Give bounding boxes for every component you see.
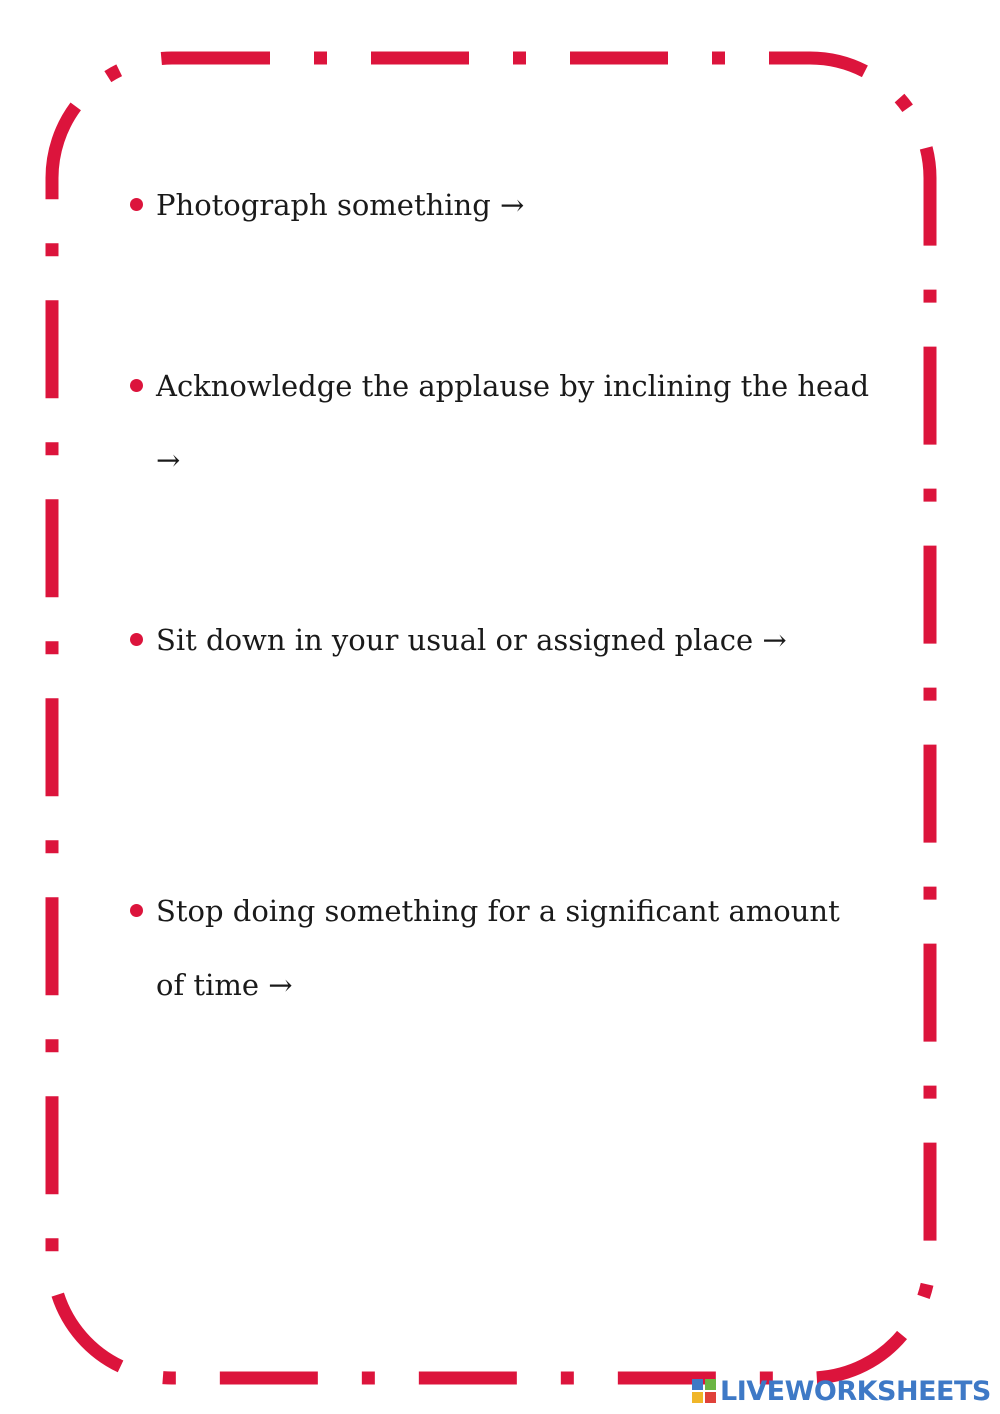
- liveworksheets-logo-icon: [692, 1379, 716, 1403]
- list-item: [130, 349, 870, 497]
- item-text: Sit down in your usual or assigned place →: [156, 623, 787, 657]
- bullet-icon: [130, 198, 143, 211]
- bullet-icon: [130, 633, 143, 646]
- item-text: Acknowledge the applause by inclining the head →: [156, 369, 870, 477]
- bullet-icon: [130, 904, 143, 917]
- brand-name: LIVEWORKSHEETS: [720, 1375, 991, 1407]
- list-item: [130, 603, 870, 677]
- item-text: Photograph something →: [156, 188, 525, 222]
- item-text: Stop doing something for a significant amount of time →: [156, 894, 840, 1002]
- liveworksheets-brand: [692, 1374, 991, 1408]
- list-item: [130, 874, 870, 1022]
- bullet-icon: [130, 379, 143, 392]
- list-item: [130, 168, 870, 242]
